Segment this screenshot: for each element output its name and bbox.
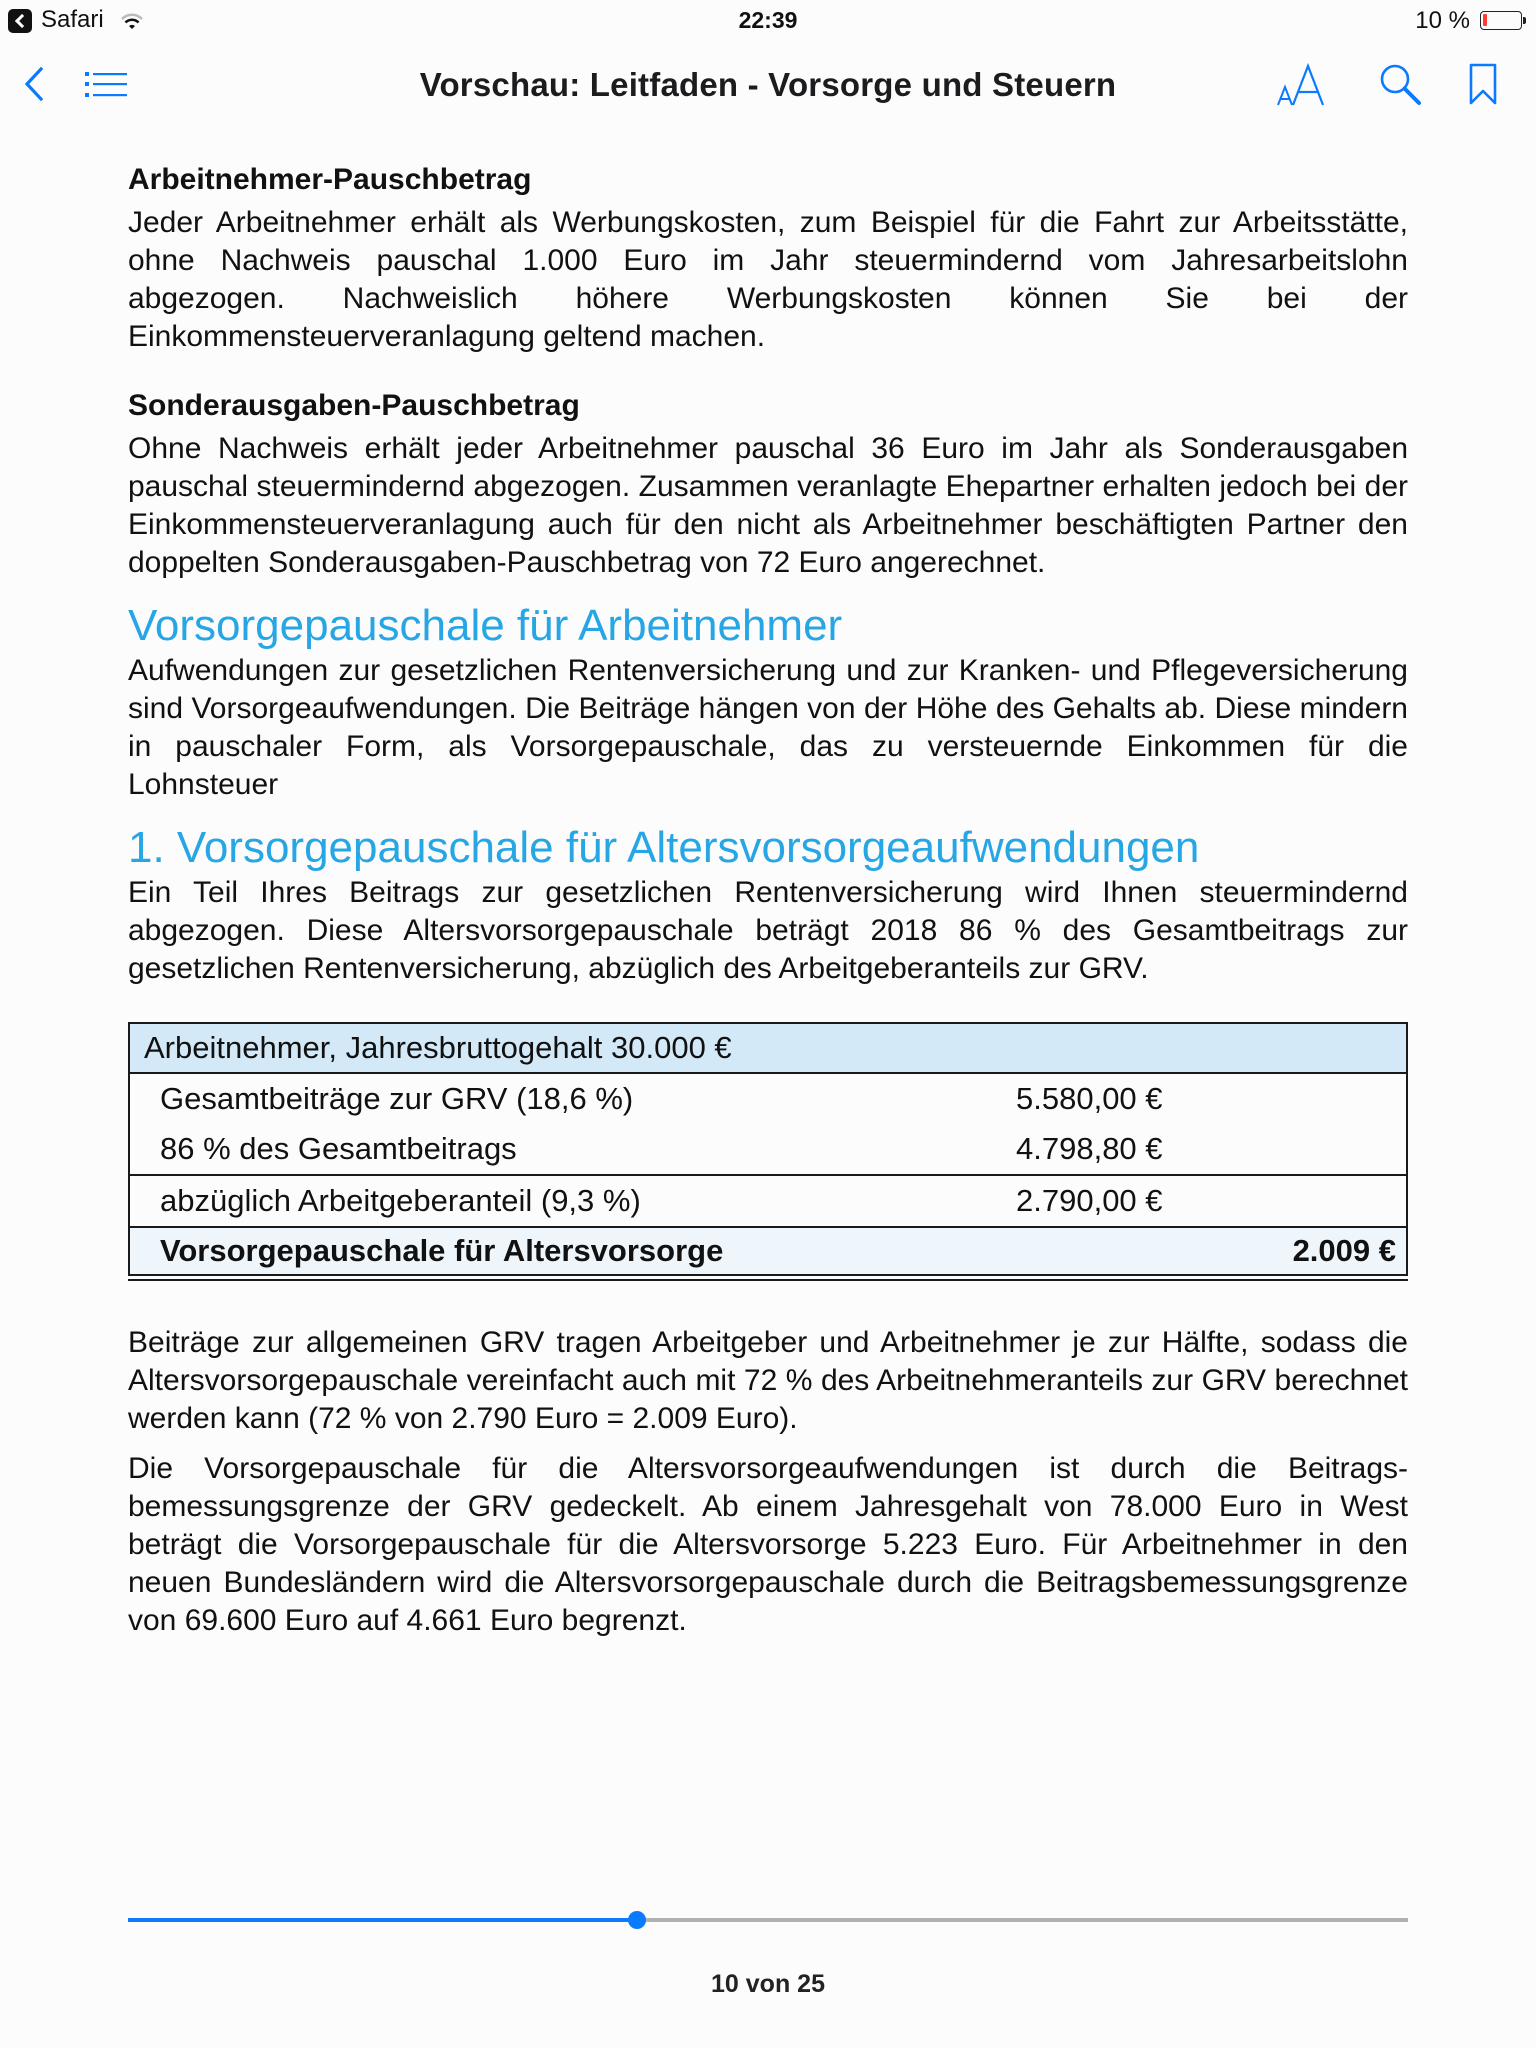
paragraph: Ohne Nachweis erhält jeder Arbeitnehmer pauschal 36 Euro im Jahr als Sonderausgaben pauschal steuermindernd abgezogen. Zusammen veranlagte Ehepartner erhalten jedoch bei der Einkommensteuerveranlagung auch für den nicht als Arbeitnehmer beschäftigten Partner den doppelten Sonderausgaben-Pauschbetrag von 72 Euro angerechnet. [128,432,1408,579]
search-icon [1378,62,1422,106]
total-value: 2.009 € [1016,1227,1407,1275]
page-slider[interactable] [128,1916,1408,1924]
section-heading-arbeitnehmer-pauschbetrag: Arbeitnehmer-Pauschbetrag [128,163,532,196]
search-button[interactable] [1378,62,1422,106]
row-label: Gesamtbeiträge zur GRV (18,6 %) [160,1081,634,1116]
table-row [129,1124,1407,1175]
row-value: 5.580,00 € [1016,1081,1163,1116]
back-to-app-label[interactable]: Safari [41,6,104,33]
table-row [129,1175,1407,1227]
bookmark-button[interactable] [1468,62,1498,106]
row-value: 2.790,00 € [1016,1175,1407,1227]
table-row [129,1073,1407,1124]
paragraph: Beiträge zur allgemeinen GRV tragen Arbeitgeber und Arbeitnehmer je zur Hälfte, sodass die Altersvorsorgepauschale vereinfacht auch mit 72 % des Arbeitnehmeranteils zur GRV berechnet werden kann (72 % von 2.790 Euro = 2.009 Euro). [128,1326,1408,1435]
paragraph: Jeder Arbeitnehmer erhält als Werbungskosten, zum Beispiel für die Fahrt zur Arbeitsstätte, ohne Nachweis pauschal 1.000 Euro im Jahr steuermindernd vom Jahresarbeitslohn abgezogen. Nachweislich höhere Werbungskosten können Sie bei der Einkommensteuerveranlagung geltend machen. [128,206,1408,353]
paragraph: Aufwendungen zur gesetzlichen Rentenversicherung und zur Kranken- und Pflegeversicherung sind Vorsorgeaufwendungen. Die Beiträge hängen von der Höhe des Gehalts ab. Diese mindern in pauschaler Form, als Vorsorgepauschale, das zu versteuernde Einkommen für die Lohnsteuer [128,654,1408,801]
clock: 22:39 [738,7,798,33]
chapter-heading-vorsorgepauschale: Vorsorgepauschale für Arbeitnehmer [128,601,843,650]
text-size-icon [1276,62,1330,108]
table-header-row [129,1023,1407,1073]
document-content [128,160,1408,1640]
row-value: 4.798,80 € [1016,1131,1163,1166]
table-total-row [129,1227,1407,1275]
slider-thumb[interactable] [628,1911,646,1929]
calculation-table [128,1022,1408,1276]
page-title: Vorschau: Leitfaden - Vorsorge und Steuern [419,66,1117,103]
battery-icon [1480,11,1522,30]
table-double-underline [128,1279,1408,1284]
row-label: 86 % des Gesamtbeitrags [160,1131,517,1166]
paragraph: Ein Teil Ihres Beitrags zur gesetzlichen Rentenversicherung wird Ihnen steuermindernd abgezogen. Diese Altersvorsorgepauschale beträgt 2018 86 % des Gesamtbeitrags zur gesetzlichen Rentenversicherung, abzüglich des Arbeitgeberanteils zur GRV. [128,876,1408,985]
battery-percent: 10 % [1415,7,1470,34]
paragraph: Die Vorsorgepauschale für die Altersvorsorgeaufwendungen ist durch die Beitragsbemessungsgrenze der GRV gedeckelt. Ab einem Jahresgehalt von 78.000 Euro in West beträgt die Vorsorgepauschale für die Altersvorsorge 5.223 Euro. Für Arbeitnehmer in den neuen Bundesländern wird die Altersvorsorgepauschale durch die Beitragsbemessungsgrenze von 69.600 Euro auf 4.661 Euro begrenzt. [128,1452,1408,1637]
page-indicator: 10 von 25 [711,1970,825,1998]
nav-bar [0,50,1536,120]
bookmark-icon [1468,62,1498,106]
slider-progress [128,1918,637,1922]
text-size-button[interactable] [1276,62,1330,108]
total-label: Vorsorgepauschale für Altersvorsorge [129,1227,1016,1275]
status-bar [0,0,1536,40]
section-heading-sonderausgaben-pauschbetrag: Sonderausgaben-Pauschbetrag [128,389,580,422]
chapter-heading-altersvorsorge: 1. Vorsorgepauschale für Altersvorsorgeaufwendungen [128,823,1200,872]
table-header: Arbeitnehmer, Jahresbruttogehalt 30.000 € [129,1023,1407,1073]
row-label: abzüglich Arbeitgeberanteil (9,3 %) [129,1175,1016,1227]
